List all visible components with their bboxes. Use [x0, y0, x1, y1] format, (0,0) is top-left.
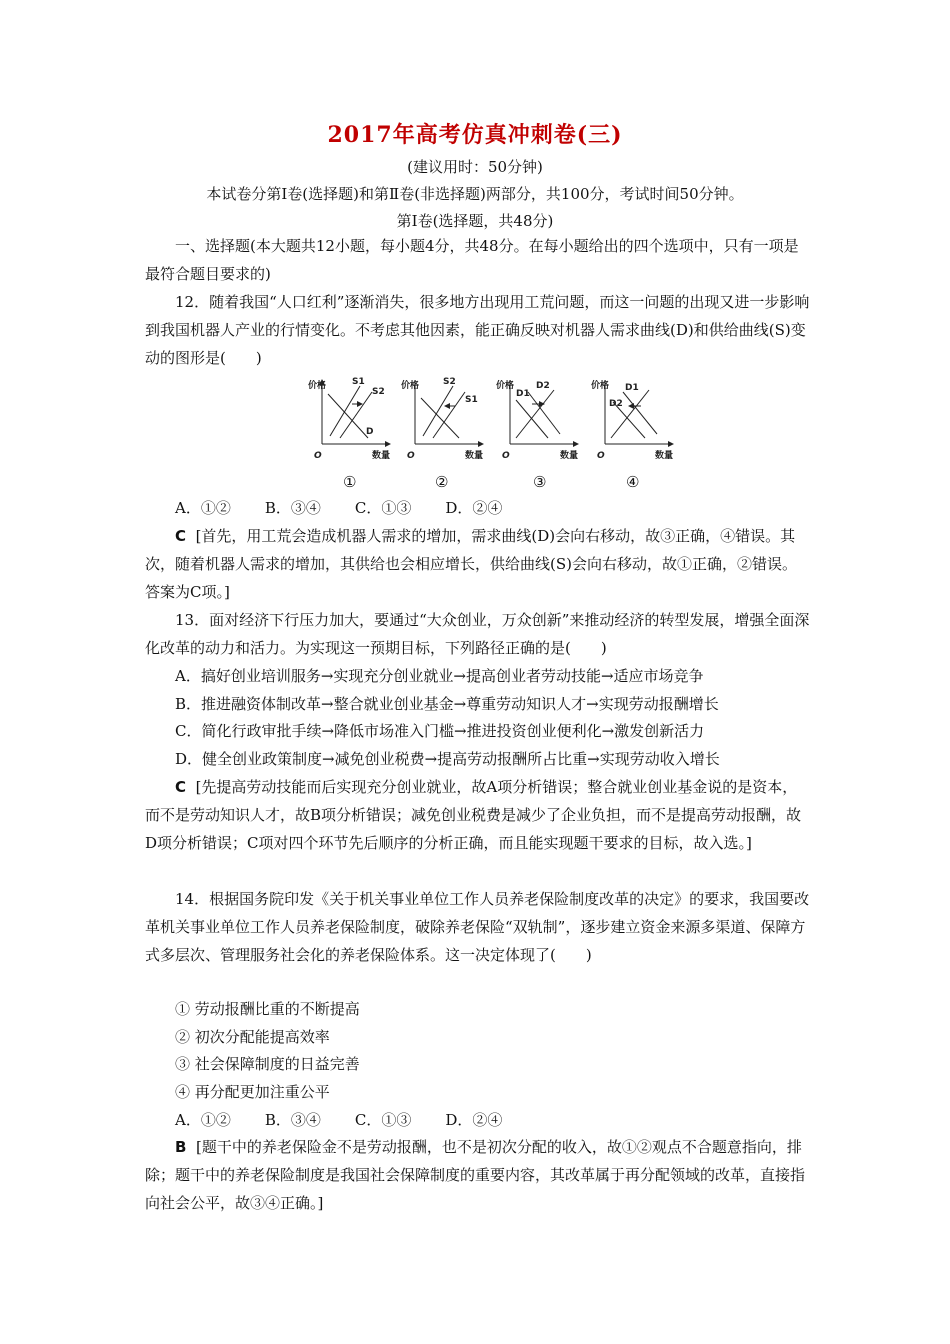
- q13-option-b: B．推进融资体制改革→整合就业创业基金→尊重劳动知识人才→实现劳动报酬增长: [175, 695, 719, 713]
- q14-item-2: ② 初次分配能提高效率: [175, 1028, 330, 1046]
- q12-option-d: D．②④: [445, 499, 503, 517]
- q14-options: [175, 1106, 536, 1134]
- graph-1-label-b: S2: [372, 387, 385, 397]
- graph-3-origin: O: [502, 451, 510, 461]
- graph-3-number: ③: [533, 473, 547, 491]
- graph-2: [401, 377, 483, 461]
- supply-demand-graphs: [300, 372, 680, 497]
- graph-1-label-c: D: [366, 427, 374, 437]
- exam-intro: 本试卷分第Ⅰ卷(选择题)和第Ⅱ卷(非选择题)两部分，共100分，考试时间50分钟。: [206, 185, 744, 203]
- part-title: 第Ⅰ卷(选择题，共48分): [396, 212, 554, 230]
- q14-option-d: D．②④: [445, 1111, 503, 1129]
- graph-1-qty-label: 数量: [372, 451, 391, 461]
- exam-title: 2017年高考仿真冲刺卷(三): [327, 122, 623, 148]
- graph-1-origin: O: [314, 451, 322, 461]
- q12-option-a: A．①②: [175, 499, 231, 517]
- q14-option-a: A．①②: [175, 1111, 231, 1129]
- graph-4-number: ④: [626, 473, 640, 491]
- graph-4: [591, 379, 673, 461]
- graph-1-price-label: 价格: [308, 381, 327, 391]
- q14-item-4: ④ 再分配更加注重公平: [175, 1083, 330, 1101]
- graph-4-label-a: D1: [625, 383, 639, 393]
- graph-3-price-label: 价格: [496, 381, 515, 391]
- section-instructions: 一、选择题(本大题共12小题，每小题4分，共48分。在每小题给出的四个选项中，只有一项是最符合题目要求的): [145, 237, 799, 283]
- q13-option-c: C．简化行政审批手续→降低市场准入门槛→推进投资创业便利化→激发创新活力: [175, 722, 705, 740]
- q12-explanation: [首先，用工荒会造成机器人需求的增加，需求曲线(D)会向右移动，故③正确，④错误。其次，随着机器人需求的增加，其供给也会相应增长，供给曲线(S)会向右移动，故①正确，②错误。答案为C项。]: [145, 527, 797, 601]
- q13-answer: [145, 773, 810, 857]
- q13-explanation: [先提高劳动技能而后实现充分创业就业，故A项分析错误；整合就业创业基金说的是资本，而不是劳动知识人才，故B项分析错误；减免创业税费是减少了企业负担，而不是提高劳动报酬，故D项分析错误；C项对四个环节先后顺序的分析正确，而且能实现题干要求的目标，故入选。]: [145, 778, 802, 852]
- graph-4-label-b: D2: [609, 399, 623, 409]
- q13-option-d: D．健全创业政策制度→减免创业税费→提高劳动报酬所占比重→实现劳动收入增长: [175, 750, 720, 768]
- q14-stem: 14．根据国务院印发《关于机关事业单位工作人员养老保险制度改革的决定》的要求，我国要改革机关事业单位工作人员养老保险制度，破除养老保险“双轨制”，逐步建立资金来源多渠道、保障方式多层次、管理服务社会化的养老保险体系。这一决定体现了( ): [145, 890, 810, 964]
- q14-explanation: [题干中的养老保险金不是劳动报酬，也不是初次分配的收入，故①②观点不合题意指向，排除；题干中的养老保险制度是我国社会保障制度的重要内容，其改革属于再分配领域的改革，直接指向社会公平，故③④正确。]: [145, 1138, 806, 1212]
- graph-3-label-a: D1: [516, 389, 530, 399]
- graph-3: [496, 379, 578, 461]
- q14-item-1: ① 劳动报酬比重的不断提高: [175, 1000, 360, 1018]
- time-note: (建议用时：50分钟): [407, 158, 543, 176]
- q14-answer-letter: B: [175, 1138, 187, 1156]
- q12-answer-letter: C: [175, 527, 187, 545]
- graph-2-price-label: 价格: [401, 381, 420, 391]
- graph-2-origin: O: [407, 451, 415, 461]
- graph-4-price-label: 价格: [591, 381, 610, 391]
- graph-2-label-a: S2: [443, 377, 456, 387]
- q12-stem: 12．随着我国“人口红利”逐渐消失，很多地方出现用工荒问题，而这一问题的出现又进一步影响到我国机器人产业的行情变化。不考虑其他因素，能正确反映对机器人需求曲线(D)和供给曲线(S)变动的图形是( ): [145, 293, 810, 367]
- q13-option-a: A．搞好创业培训服务→实现充分创业就业→提高创业者劳动技能→适应市场竞争: [175, 667, 704, 685]
- graph-2-number: ②: [435, 473, 449, 491]
- graph-2-qty-label: 数量: [465, 451, 484, 461]
- q14-option-c: C．①③: [354, 1111, 412, 1129]
- q12-option-c: C．①③: [354, 499, 412, 517]
- q14-answer: [145, 1133, 810, 1217]
- graph-1-label-a: S1: [352, 377, 365, 387]
- graph-3-qty-label: 数量: [560, 451, 579, 461]
- graph-4-qty-label: 数量: [655, 451, 674, 461]
- q14-option-b: B．③④: [264, 1111, 321, 1129]
- q12-option-b: B．③④: [264, 499, 321, 517]
- graph-1-number: ①: [343, 473, 357, 491]
- graph-1: [308, 377, 390, 461]
- q13-answer-letter: C: [175, 778, 187, 796]
- graph-4-origin: O: [597, 451, 605, 461]
- q13-stem: 13．面对经济下行压力加大，要通过“大众创业，万众创新”来推动经济的转型发展，增强全面深化改革的动力和活力。为实现这一预期目标，下列路径正确的是( ): [145, 611, 810, 657]
- q12-answer: [145, 522, 810, 606]
- q14-item-3: ③ 社会保障制度的日益完善: [175, 1055, 360, 1073]
- graph-3-label-b: D2: [536, 381, 550, 391]
- graph-2-label-b: S1: [465, 395, 478, 405]
- q12-figure: [300, 372, 680, 497]
- q12-options: [175, 494, 536, 522]
